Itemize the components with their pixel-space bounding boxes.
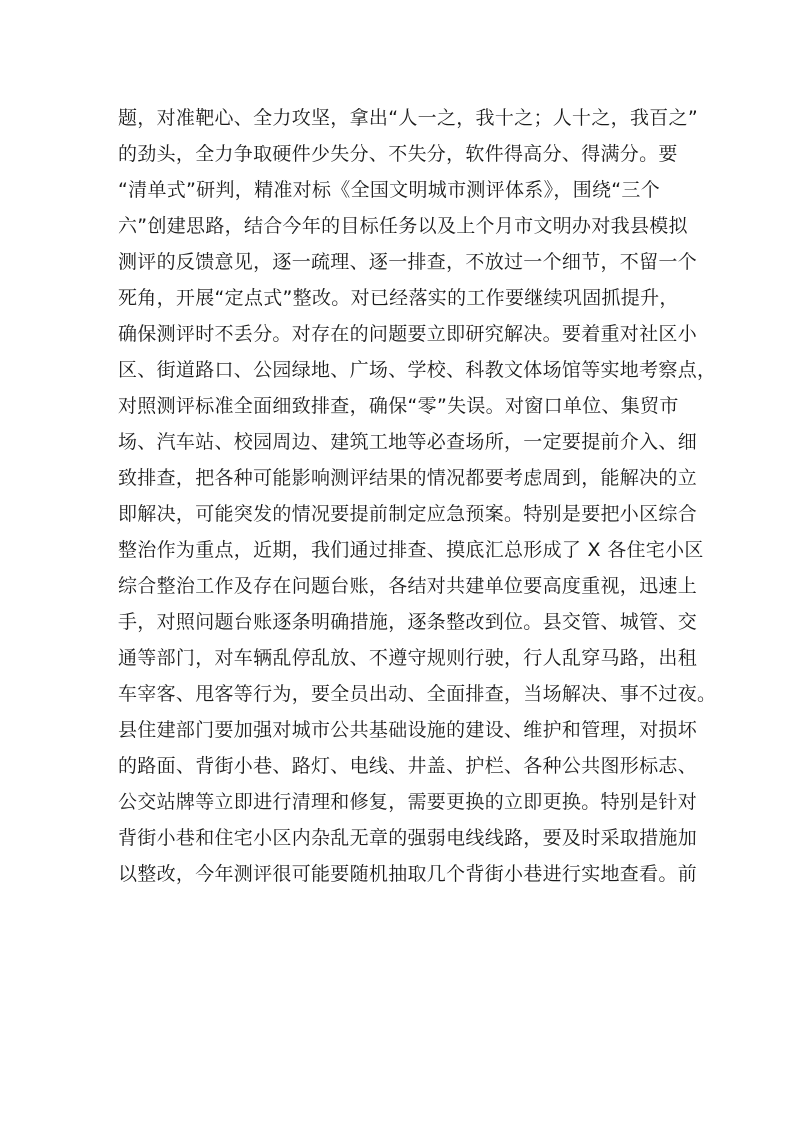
text-line: 背街小巷和住宅小区内杂乱无章的强弱电线线路，要及时采取措施加 xyxy=(118,827,698,849)
text-line: 即解决，可能突发的情况要提前制定应急预案。特别是要把小区综合 xyxy=(118,503,698,525)
text-line: 测评的反馈意见，逐一疏理、逐一排查，不放过一个细节，不留一个 xyxy=(118,251,698,273)
text-line: 对照测评标准全面细致排查，确保“零”失误。对窗口单位、集贸市 xyxy=(118,395,679,417)
text-line: 区、街道路口、公园绿地、广场、学校、科教文体场馆等实地考察点， xyxy=(118,359,717,381)
text-line: 的劲头，全力争取硬件少失分、不失分，软件得高分、得满分。要 xyxy=(118,143,678,165)
text-line: 整治作为重点，近期，我们通过排查、摸底汇总形成了 X 各住宅小区 xyxy=(118,539,704,561)
text-line: 公交站牌等立即进行清理和修复，需要更换的立即更换。特别是针对 xyxy=(118,791,698,813)
text-line: 致排查，把各种可能影响测评结果的情况都要考虑周到，能解决的立 xyxy=(118,467,698,489)
text-line: 题，对准靶心、全力攻坚，拿出“人一之，我十之；人十之，我百之” xyxy=(118,107,698,129)
text-line: 的路面、背街小巷、路灯、电线、井盖、护栏、各种公共图形标志、 xyxy=(118,755,698,777)
body-paragraph xyxy=(118,100,717,892)
text-line: 通等部门，对车辆乱停乱放、不遵守规则行驶，行人乱穿马路，出租 xyxy=(118,647,698,669)
text-line: 死角，开展“定点式”整改。对已经落实的工作要继续巩固抓提升， xyxy=(118,287,679,309)
text-line: 手，对照问题台账逐条明确措施，逐条整改到位。县交管、城管、交 xyxy=(118,611,698,633)
text-line: 车宰客、甩客等行为，要全员出动、全面排查，当场解决、事不过夜。 xyxy=(118,683,717,705)
text-line: 场、汽车站、校园周边、建筑工地等必查场所，一定要提前介入、细 xyxy=(118,431,698,453)
text-line: 综合整治工作及存在问题台账，各结对共建单位要高度重视，迅速上 xyxy=(118,575,698,597)
text-line: 六”创建思路，结合今年的目标任务以及上个月市文明办对我县模拟 xyxy=(118,215,688,237)
text-line: 以整改，今年测评很可能要随机抽取几个背街小巷进行实地查看。前 xyxy=(118,863,698,885)
text-line: 县住建部门要加强对城市公共基础设施的建设、维护和管理，对损坏 xyxy=(118,719,698,741)
text-line: “清单式”研判，精准对标《全国文明城市测评体系》，围绕“三个 xyxy=(118,179,661,201)
text-line: 确保测评时不丢分。对存在的问题要立即研究解决。要着重对社区小 xyxy=(118,323,698,345)
